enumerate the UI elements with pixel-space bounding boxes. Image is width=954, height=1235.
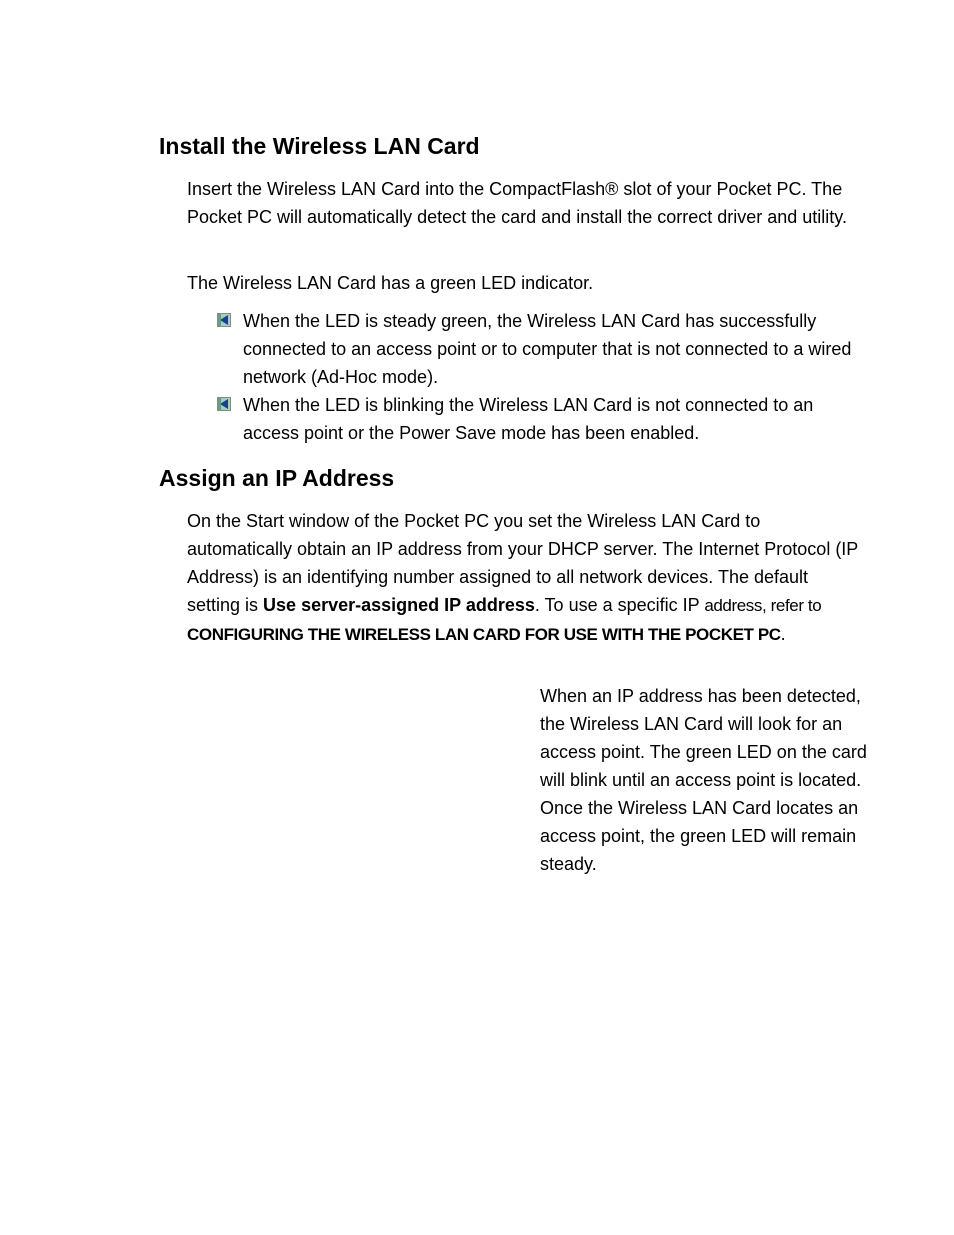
bullet-blinking-led	[217, 391, 867, 447]
configuring-reference: CONFIGURING THE WIRELESS LAN CARD FOR USE WITH THE POCKET PC	[187, 625, 781, 644]
ip-detected-note: When an IP address has been detected, the Wireless LAN Card will look for an access point. The green LED on the card will blink until an access point is located. Once the Wireless LAN Card locates an access point, the green LED will remain steady.	[540, 686, 867, 874]
default-setting-name: Use server-assigned IP address	[263, 595, 535, 615]
bullet-text: When the LED is steady green, the Wireless LAN Card has successfully connected to an access point or to computer that is not connected to a wired network (Ad-Hoc mode).	[243, 311, 852, 387]
install-intro-paragraph: Insert the Wireless LAN Card into the CompactFlash® slot of your Pocket PC. The Pocket PC will automatically detect the card and install the correct driver and utility.	[187, 179, 847, 227]
led-indicator-icon	[217, 397, 231, 411]
bullet-text: When the LED is blinking the Wireless LAN Card is not connected to an access point or the Power Save mode has been enabled.	[243, 395, 814, 443]
bullet-steady-led	[217, 307, 867, 391]
heading-install: Install the Wireless LAN Card	[159, 133, 480, 159]
led-indicator-icon	[217, 313, 231, 327]
ip-paragraph	[187, 507, 862, 649]
ip-paragraph-mid: . To use a specific IP	[534, 595, 705, 615]
ip-paragraph-end: .	[780, 624, 786, 644]
heading-assign-ip: Assign an IP Address	[159, 465, 395, 491]
ip-paragraph-refer: address, refer to	[704, 596, 822, 615]
ip-paragraph-start: On the Start window of the Pocket PC you set the Wireless LAN Card to automatically obtain an IP address from your DHCP server. The Internet Protocol (IP Address) is an identifying number assigned to all network devices. The default setting is	[187, 511, 858, 615]
led-indicator-paragraph: The Wireless LAN Card has a green LED indicator.	[187, 273, 594, 293]
